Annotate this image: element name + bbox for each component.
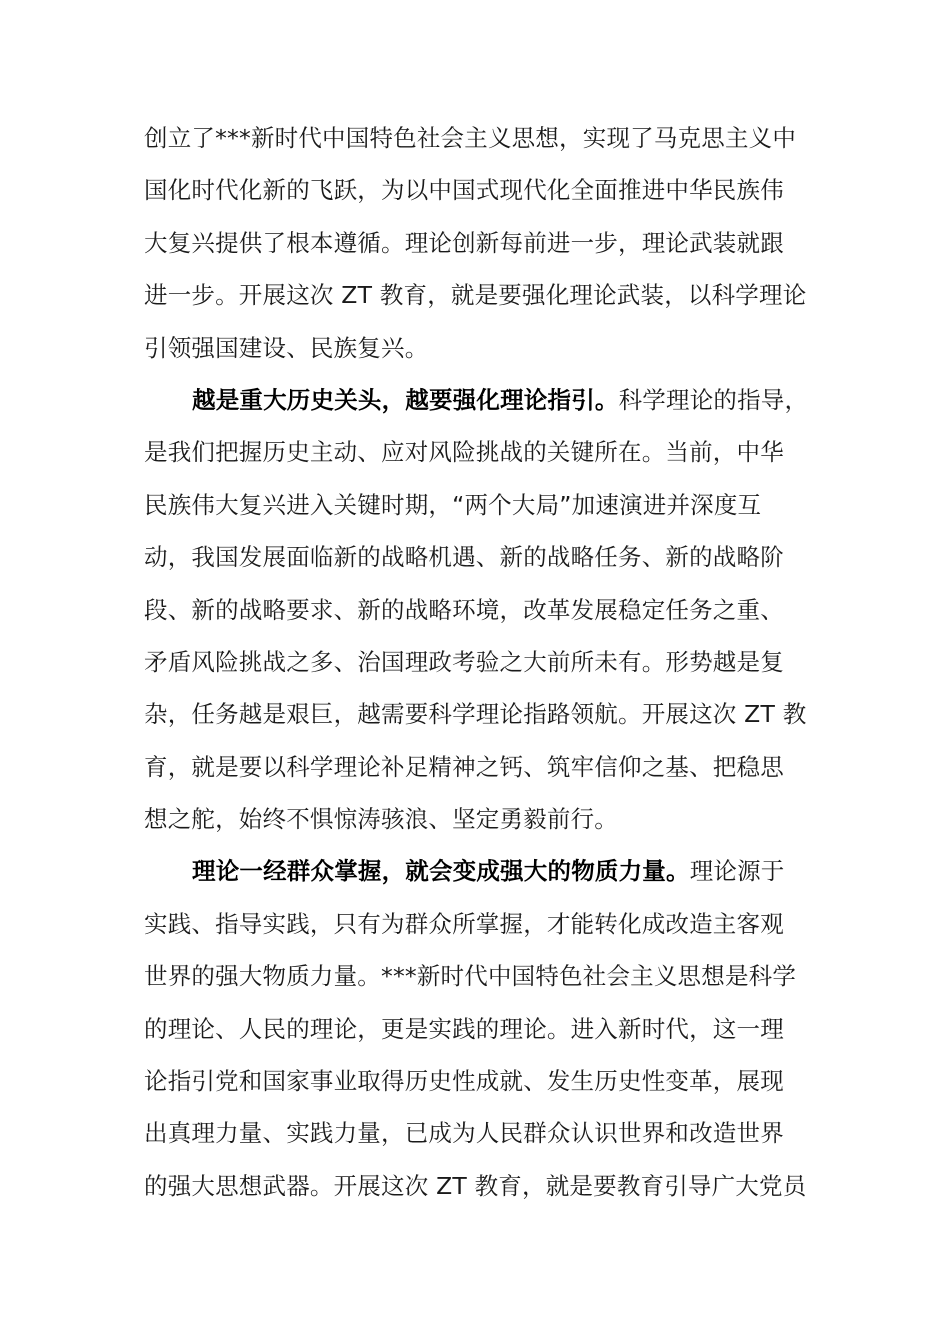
paragraph-2 [144, 374, 814, 846]
text-line-first [144, 374, 814, 426]
text-line: 段、新的战略要求、新的战略环境，改革发展稳定任务之重、 [144, 595, 784, 624]
text-line: 实践、指导实践，只有为群众所掌握，才能转化成改造主客观 [144, 909, 784, 938]
text-line: 的理论、人民的理论，更是实践的理论。进入新时代，这一理 [144, 1014, 784, 1043]
text-line: 矛盾风险挑战之多、治国理政考验之大前所未有。形势越是复 [144, 647, 784, 676]
text-line: 国化时代化新的飞跃，为以中国式现代化全面推进中华民族伟 [144, 176, 784, 205]
text-line: 世界的强大物质力量。***新时代中国特色社会主义思想是科学 [144, 962, 797, 991]
text-line: 想之舵，始终不惧惊涛骇浪、坚定勇毅前行。 [144, 805, 618, 834]
text-line: 的强大思想武器。开展这次 ZT 教育，就是要教育引导广大党员 [144, 1171, 807, 1200]
body-text [144, 112, 814, 1212]
text-line: 动，我国发展面临新的战略机遇、新的战略任务、新的战略阶 [144, 543, 784, 572]
paragraph-3 [144, 845, 814, 1212]
text-run: 理论源于 [689, 857, 785, 886]
text-run: 科学理论的指导， [618, 385, 809, 414]
text-line: 进一步。开展这次 ZT 教育，就是要强化理论武装，以科学理论 [144, 281, 807, 310]
text-line: 大复兴提供了根本遵循。理论创新每前进一步，理论武装就跟 [144, 228, 784, 257]
text-line: 创立了***新时代中国特色社会主义思想，实现了马克思主义中 [144, 124, 797, 152]
text-line: 出真理力量、实践力量，已成为人民群众认识世界和改造世界 [144, 1119, 784, 1148]
text-line: 育，就是要以科学理论补足精神之钙、筑牢信仰之基、把稳思 [144, 752, 784, 781]
paragraph-heading: 越是重大历史关头，越要强化理论指引。 [192, 385, 619, 414]
text-line: 民族伟大复兴进入关键时期，“两个大局”加速演进并深度互 [144, 490, 762, 519]
text-line: 论指引党和国家事业取得历史性成就、发生历史性变革，展现 [144, 1067, 784, 1096]
text-line-first [144, 845, 814, 897]
text-line: 引领强国建设、民族复兴。 [144, 333, 429, 362]
text-line: 杂，任务越是艰巨，越需要科学理论指路领航。开展这次 ZT 教 [144, 700, 807, 729]
paragraph-1 [144, 112, 814, 374]
text-line: 是我们把握历史主动、应对风险挑战的关键所在。当前，中华 [144, 438, 784, 467]
paragraph-heading: 理论一经群众掌握，就会变成强大的物质力量。 [192, 857, 690, 886]
